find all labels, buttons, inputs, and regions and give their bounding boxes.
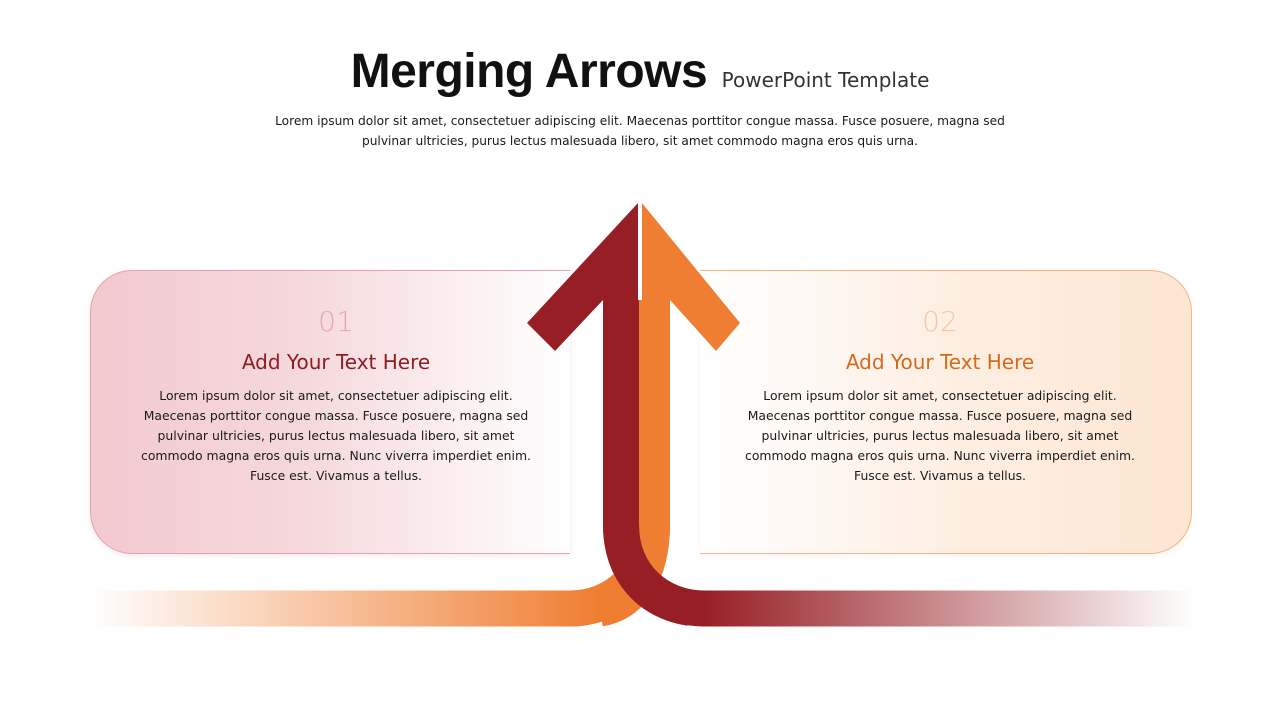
card-right-number: 02 [922, 305, 958, 338]
card-left-body: Lorem ipsum dolor sit amet, consectetuer adipiscing elit. Maecenas porttitor congue massa. Fusce posuere, magna sed pulvinar ultricies, purus lectus malesuada libero, sit amet commodo magna eros quis urna. Nunc viverra imperdiet enim. Fusce est. Vivamus a tellus. [141, 388, 531, 483]
card-right-heading: Add Your Text Here [845, 350, 1035, 374]
card-left-number: 01 [318, 305, 354, 338]
slide-title: Merging Arrows [350, 45, 708, 98]
card-right-body: Lorem ipsum dolor sit amet, consectetuer adipiscing elit. Maecenas porttitor congue massa. Fusce posuere, magna sed pulvinar ultricies, purus lectus malesuada libero, sit amet commodo magna eros quis urna. Nunc viverra imperdiet enim. Fusce est. Vivamus a tellus. [745, 388, 1135, 483]
slide-subtitle: Lorem ipsum dolor sit amet, consectetuer adipiscing elit. Maecenas porttitor congue massa. Fusce posuere, magna sed pulvinar ultricies, purus lectus malesuada libero, sit amet commodo magna eros quis urna. [275, 114, 1005, 148]
card-left-heading: Add Your Text Here [241, 350, 431, 374]
slide-title-suffix: PowerPoint Template [721, 68, 930, 92]
